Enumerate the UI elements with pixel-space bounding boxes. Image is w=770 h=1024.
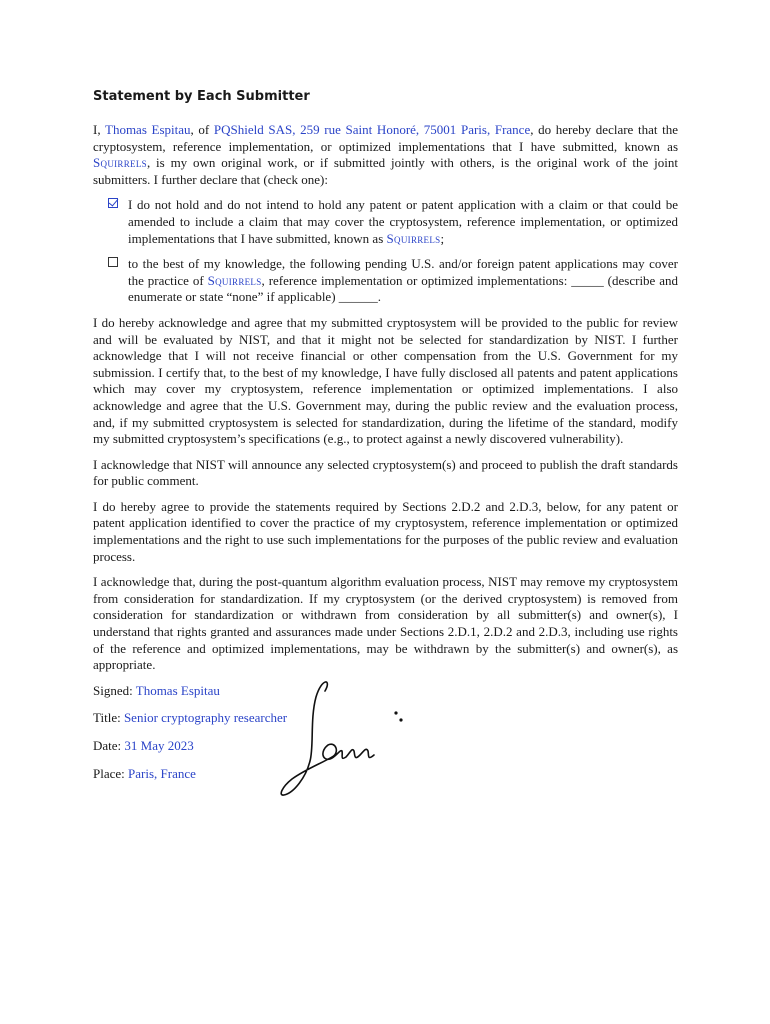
option-no-patent — [93, 197, 678, 247]
text-run: I, — [93, 122, 105, 137]
date-label: Date: — [93, 738, 125, 753]
checkbox-checked-icon[interactable] — [108, 198, 118, 208]
option-pending-patents — [93, 256, 678, 306]
option-text: ; — [440, 230, 445, 246]
submitter-name: Thomas Espitau — [105, 122, 191, 137]
signed-label: Signed: — [93, 682, 136, 698]
text-run: , is my own original work, or if submitted jointly with others, is the original work of the joint submitters. I further declare that (check one): — [93, 155, 678, 187]
text-run: , do hereby declare that the cryptosystem, reference implementation, or optimized implementations that I have submitted, known as — [93, 122, 678, 154]
check-options — [93, 197, 678, 306]
place-label: Place: — [93, 765, 129, 781]
option-text: I do not hold and do not intend to hold any patent or patent application with a claim or that could be amended to include a claim that may cover the cryptosystem, reference implementation, or optimized implementations that I have submitted, known as — [128, 197, 678, 246]
scheme-name: Squirrels — [386, 230, 441, 246]
title-value: Senior cryptography researcher — [123, 710, 288, 726]
removal-paragraph: I acknowledge that, during the post-quantum algorithm evaluation process, NIST may remove my cryptosystem from consideration for standardization. If my cryptosystem (or the derived cryptosystem) is removed from consideration for standardization or withdrawn from consideration by all submitter(s) and owner(s), I understand that rights granted and assurances made under Sections 2.D.1, 2.D.2 and 2.D.3, including use rights of the reference and optimized implementations, may be withdrawn by the submitter(s) and owner(s), as appropriate. — [93, 574, 678, 673]
acknowledgement-paragraph: I do hereby acknowledge and agree that my submitted cryptosystem will be provided to the public for review and will be evaluated by NIST, and that it might not be selected for standardization by NIST. I further acknowledge that I will not receive financial or other compensation from the U.S. Government for my submission. I certify that, to the best of my knowledge, I have fully disclosed all patents and patent applications which may cover my cryptosystem, reference implementation or optimized implementations. I also acknowledge and agree that the U.S. Government may, during the public review and the evaluation process, and, if my submitted cryptosystem is selected for standardization, during the lifetime of the standard, modify my submitted cryptosystem’s specifications (e.g., to protect against a newly discovered vulnerability). — [93, 314, 678, 447]
checkbox-unchecked-icon[interactable] — [108, 257, 118, 267]
organization-address: PQShield SAS, 259 rue Saint Honoré, 75001 Paris, France — [213, 122, 531, 137]
date-value: 31 May 2023 — [124, 738, 194, 753]
title-label: Title: — [93, 710, 124, 726]
option-text: to the best of my knowledge, the following pending U.S. and/or foreign patent applications may cover the practice of — [128, 256, 678, 288]
scheme-name: Squirrels — [207, 272, 262, 288]
announcement-paragraph: I acknowledge that NIST will announce any selected cryptosystem(s) and proceed to publish the draft standards for public comment. — [93, 456, 678, 489]
handwritten-signature — [270, 675, 420, 800]
option-text: , reference implementation or optimized implementations: _____ (describe and enumerate or state “none” if applicable) ______. — [128, 272, 679, 305]
place-value: Paris, France — [128, 765, 196, 781]
text-run: , of — [190, 122, 214, 137]
declaration-paragraph — [93, 122, 678, 188]
statements-paragraph: I do hereby agree to provide the statements required by Sections 2.D.2 and 2.D.3, below, for any patent or patent application identified to cover the practice of my cryptosystem, reference implementation or optimized implementations and the right to use such implementations for the purposes of the public review and evaluation process. — [93, 498, 678, 564]
scheme-name: Squirrels — [93, 155, 147, 171]
signed-value: Thomas Espitau — [135, 682, 220, 698]
page-title: Statement by Each Submitter — [93, 89, 310, 104]
